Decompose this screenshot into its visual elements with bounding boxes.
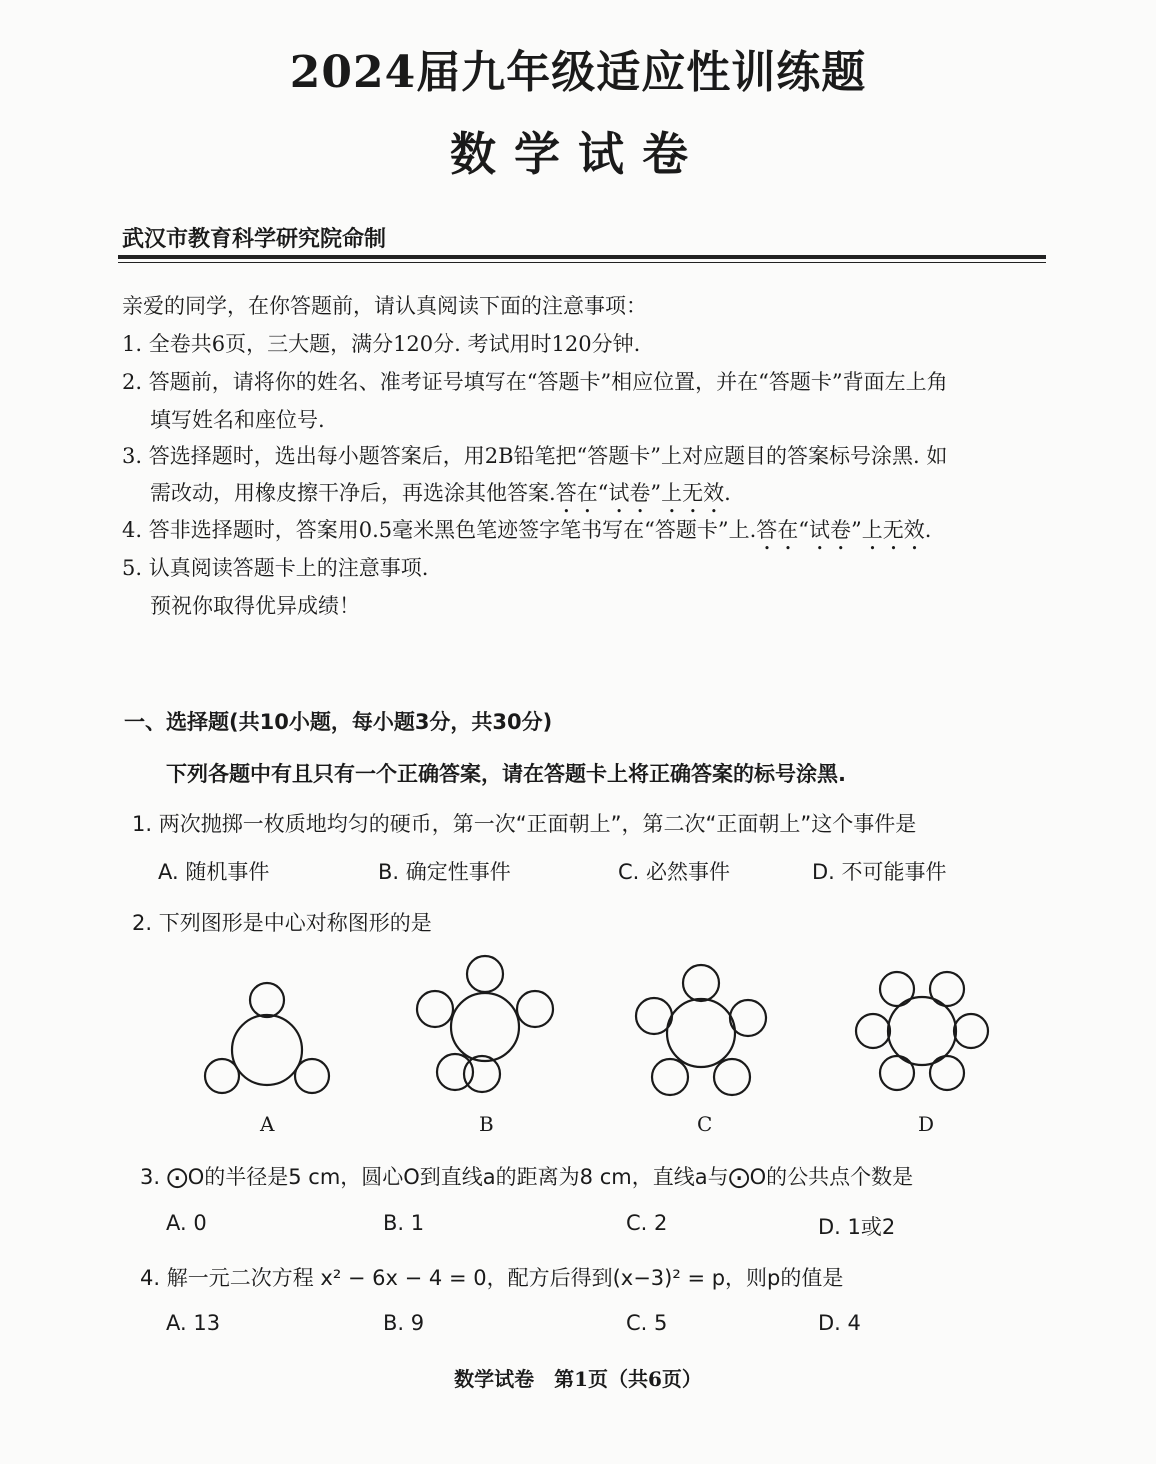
emphasis-text: 答在“试卷”上无效 <box>756 518 925 542</box>
page-footer: 数学试卷 第1页（共6页） <box>454 1367 702 1391</box>
q4-option-a: A. 13 <box>166 1311 221 1335</box>
figure-b <box>417 956 553 1092</box>
issuer: 武汉市教育科学研究院命制 <box>122 226 387 252</box>
notice-item-1: 1. 全卷共6页，三大题，满分120分. 考试用时120分钟. <box>122 332 641 356</box>
section-title: 一、选择题(共10小题，每小题3分，共30分) <box>124 710 553 734</box>
q3-option-b: B. 1 <box>383 1211 425 1235</box>
figure-c <box>636 965 766 1095</box>
notice-intro: 亲爱的同学，在你答题前，请认真阅读下面的注意事项： <box>122 294 647 318</box>
notice-item-4: 4. 答非选择题时，答案用0.5毫米黑色笔迹签字笔书写在“答题卡”上.答在“试卷”上无效. <box>122 518 932 542</box>
notice-item-3-cont: 需改动，用橡皮擦干净后，再选涂其他答案.答在“试卷”上无效. <box>150 481 731 505</box>
figure-label-a: A <box>260 1112 275 1136</box>
q3-option-a: A. 0 <box>166 1211 207 1235</box>
q4-option-d: D. 4 <box>818 1311 861 1335</box>
question-3-stem: 3. ⨀O的半径是5 cm，圆心O到直线a的距离为8 cm，直线a与⨀O的公共点个数是 <box>140 1165 914 1189</box>
figure-label-b: B <box>479 1112 494 1136</box>
q1-option-b: B. 确定性事件 <box>378 860 511 884</box>
figure-label-d: D <box>918 1112 935 1136</box>
figure-a <box>205 983 329 1093</box>
figure-label-c: C <box>697 1112 713 1136</box>
exam-title: 2024届九年级适应性训练题 <box>289 47 867 98</box>
q1-option-a: A. 随机事件 <box>158 860 270 884</box>
q4-option-b: B. 9 <box>383 1311 425 1335</box>
emphasis-text: 答在“试卷”上无效 <box>555 481 725 505</box>
q1-option-d: D. 不可能事件 <box>812 860 947 884</box>
question-2-figures <box>180 945 1020 1105</box>
q3-option-d: D. 1或2 <box>818 1215 896 1239</box>
notice-wish: 预祝你取得优异成绩！ <box>150 594 360 618</box>
notice-item-3: 3. 答选择题时，选出每小题答案后，用2B铅笔把“答题卡”上对应题目的答案标号涂黑. 如 <box>122 444 948 468</box>
notice-item-5: 5. 认真阅读答题卡上的注意事项. <box>122 556 429 580</box>
q3-option-c: C. 2 <box>626 1211 668 1235</box>
question-1-stem: 1. 两次抛掷一枚质地均匀的硬币，第一次“正面朝上”，第二次“正面朝上”这个事件是 <box>132 812 917 836</box>
header-rule-thick <box>118 255 1046 259</box>
notice-item-2: 2. 答题前，请将你的姓名、准考证号填写在“答题卡”相应位置，并在“答题卡”背面左上角 <box>122 370 948 394</box>
header-rule-thin <box>118 262 1046 263</box>
exam-subtitle: 数学试卷 <box>450 127 706 181</box>
question-4-stem: 4. 解一元二次方程 x² − 6x − 4 = 0，配方后得到(x−3)² = p，则p的值是 <box>140 1266 844 1290</box>
q1-option-c: C. 必然事件 <box>618 860 731 884</box>
figure-d <box>856 972 988 1090</box>
question-2-stem: 2. 下列图形是中心对称图形的是 <box>132 911 432 935</box>
section-instruction: 下列各题中有且只有一个正确答案，请在答题卡上将正确答案的标号涂黑. <box>166 762 846 786</box>
notice-item-2-cont: 填写姓名和座位号. <box>150 408 325 432</box>
q4-option-c: C. 5 <box>626 1311 668 1335</box>
